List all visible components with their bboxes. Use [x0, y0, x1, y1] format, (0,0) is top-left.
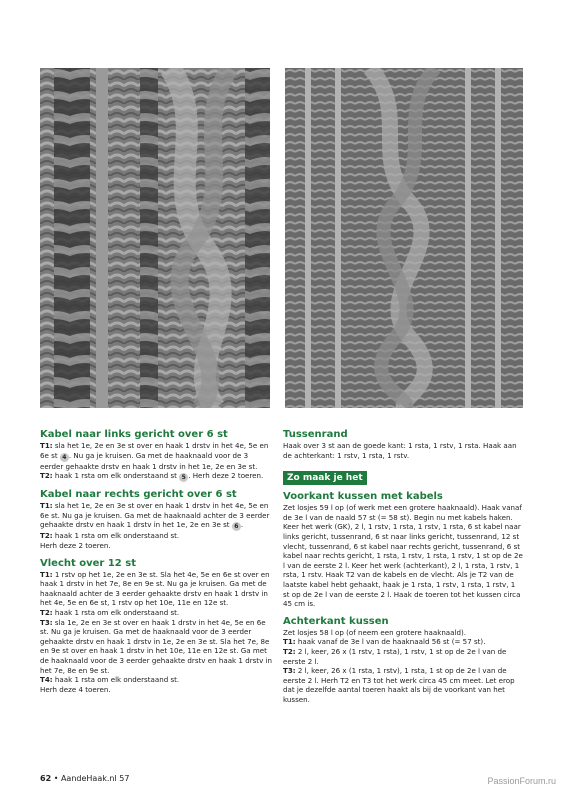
- instruction-row: T1: sla het 1e, 2e en 3e st over en haak 1 drstv in het 4e, 5e en 6e st. Nu ga je kruisen. Ga met de haaknaald achter de 3 eerder gehaakte drstv en haak 1 drstv in het 1e, 2e en 3e st 6 .: [40, 501, 270, 531]
- footer-bullet: •: [53, 774, 59, 783]
- section-text: Haak over 3 st aan de goede kant: 1 rsta, 1 rstv, 1 rsta. Haak aan de achterkant: 1 rstv, 1 rsta, 1 rstv.: [283, 441, 517, 460]
- page-number: 62: [40, 774, 52, 783]
- section-title: Vlecht over 12 st: [40, 557, 136, 569]
- section-title: Kabel naar rechts gericht over 6 st: [40, 489, 237, 501]
- instruction-row: T1: haak vanaf de 3e l van de haaknaald 56 st (= 57 st).: [283, 637, 486, 647]
- instruction-row: T3: sla 1e, 2e en 3e st over en haak 1 drstv in het 4e, 5e en 6e st. Nu ga je kruisen. Ga met de haaknaald voor de 3 eerder gehaakte drstv en haak 1 drstv in 1e, 2e en 3e st. Sla het 7e, 8e en 9e st over en haak 1 drstv in het 10e, 11e en 12e st. Ga met de haaknaald voor de 3 eerder gehaakte drstv en haak 1 drstv in het 7e, 8e en 9e st.: [40, 617, 273, 675]
- instruction-row: T4: haak 1 rsta om elk onderstaand st.: [40, 675, 180, 685]
- section-braid: [40, 557, 272, 695]
- right-column: [283, 428, 523, 710]
- repeat-note: Herh deze 2 toeren.: [40, 540, 111, 550]
- brand-name: AandeHaak.nl 57: [60, 774, 130, 783]
- section-front: [283, 490, 523, 609]
- section-title: Achterkant kussen: [283, 615, 389, 627]
- instruction-row: T2: 2 l, keer, 26 x (1 rstv, 1 rsta), 1 rstv, 1 st op de 2e l van de eerste 2 l.: [283, 646, 507, 666]
- left-column: [40, 428, 272, 700]
- section-intro: Zet losjes 58 l op (of neem een grotere haaknaald).: [283, 627, 466, 637]
- instruction-row: T3: 2 l, keer, 26 x (1 rsta, 1 rstv), 1 rsta, 1 st op de 2e l van de eerste 2 l. Herh T2 en T3 tot het werk circa 45 cm meet. Let erop dat je dezelfde aantal toeren haakt als bij de voorkant van het kussen.: [283, 666, 515, 704]
- section-title: Tussenrand: [283, 429, 348, 440]
- instruction-row: T2: haak 1 rsta om elk onderstaand st.: [40, 607, 180, 617]
- instruction-row: T2: haak 1 rsta om elk onderstaand st.: [40, 531, 180, 541]
- instruction-row: T1: sla het 1e, 2e en 3e st over en haak 1 drstv in het 4e, 5e en 6e st 4 . Nu ga je kruisen. Ga met de haaknaald voor de 3 eerder gehaakte drstv en haak 1 drstv in het 1e, 2e en 3e st.: [40, 441, 269, 471]
- watermark: PassionForum.ru: [487, 776, 556, 786]
- section-cable-left: [40, 428, 272, 482]
- section-back: [283, 615, 523, 705]
- section-text: Zet losjes 59 l op (of werk met een grotere haaknaald). Haak vanaf de 3e l van de naald 57 st (= 58 st). Begin nu met kabels haken. Keer het werk (GK), 2 l, 1 rstv, 1 rsta, 1 rstv, 1 rsta, 6 st kabel naar links gericht, tussenrand, 6 st naar links gericht, tussenrand, 12 st vlecht, tussenrand, 6 st kabel naar rechts gericht, tussenrand, 6 st kabel naar rechts gericht, 1 rsta, 1 rstv, 1 rsta, 1 rstv, 1 st op de 2e l van de eerste 2 l. Keer het werk (achterkant), 2 l, 1 rsta, 1 rstv, 1 rsta, 1 rstv. Haak T2 van de kabels en de vlecht. Als je T2 van de laatste kabel hebt gehaakt, haak je 1 rsta, 1 rstv, 1 rsta, 1 rstv, 1 st op de 2e l van de eerste 2 l. Haak de toeren tot het kussen circa 45 cm is.: [283, 503, 523, 609]
- step-badge: 6: [232, 522, 241, 531]
- how-to-banner: Zo maak je het: [283, 471, 367, 485]
- step-badge: 5: [179, 473, 188, 482]
- step-badge: 4: [60, 453, 69, 462]
- page-footer: [40, 774, 129, 783]
- section-title: Voorkant kussen met kabels: [283, 491, 443, 503]
- instruction-row: T2: haak 1 rsta om elk onderstaand st 5 . Herh deze 2 toeren.: [40, 471, 264, 482]
- section-title: Kabel naar links gericht over 6 st: [40, 429, 228, 440]
- instruction-row: T1: 1 rstv op het 1e, 2e en 3e st. Sla het 4e, 5e en 6e st over en haak 1 drstv in het 7e, 8e en 9e st. Nu ga je kruisen. Ga met de haaknaald achter de 3 eerder gehaakte drstv en haak 1 drstv in het 4e, 5e en 6e st, 1 rstv op het 10e, 11e en 12e st.: [40, 569, 270, 608]
- section-cable-right: [40, 488, 272, 550]
- section-border: [283, 428, 523, 460]
- repeat-note: Herh deze 4 toeren.: [40, 684, 111, 694]
- knit-photo-right: [285, 68, 523, 408]
- knit-photo-left: [40, 68, 270, 408]
